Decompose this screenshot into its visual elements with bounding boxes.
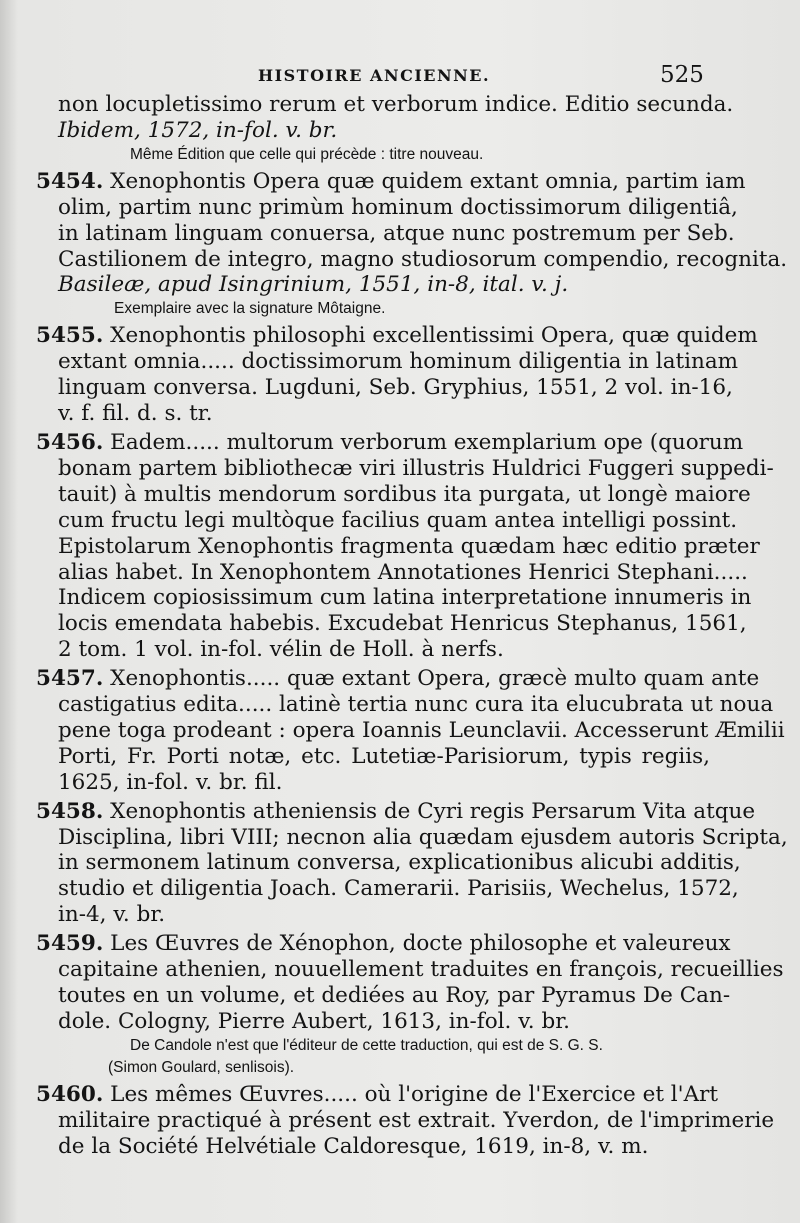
text-line: Indicem copiosissimum cum latina interpretatione innumeris in [58,585,752,611]
entry-note: (Simon Goulard, senlisois). [108,1058,295,1076]
text-line: cum fructu legi multòque facilius quam antea intelligi possint. [58,507,738,533]
catalog-entry-5455 [36,323,758,427]
text-line: dole. Cologny, Pierre Aubert, 1613, in-fol. v. br. [58,1008,570,1034]
text-line: toutes en un volume, et dediées au Roy, par Pyramus De Can- [58,983,731,1008]
text-line: 2 tom. 1 vol. in-fol. vélin de Holl. à nerfs. [58,637,504,663]
text-line: linguam conversa. Lugduni, Seb. Gryphius, 1551, 2 vol. in-16, [58,375,733,401]
page-number: 525 [660,62,704,88]
text-line: in sermonem latinum conversa, explicationibus alicubi additis, [58,850,741,876]
entry-number: 5459. [36,931,104,957]
text-line: Ibidem, 1572, in-fol. v. br. [58,117,338,143]
text-line: studio et diligentia Joach. Camerarii. Parisiis, Wechelus, 1572, [58,876,739,902]
text-line: extant omnia..... doctissimorum hominum diligentia in latinam [58,349,739,375]
entry-first-line: 5454. Xenophontis Opera quæ quidem extant omnia, partim iam [36,168,746,194]
text-line: non locupletissimo rerum et verborum indice. Editio secunda. [58,92,734,117]
text-line: Disciplina, libri VIII; necnon alia quædam ejusdem autoris Scripta, [58,824,788,850]
catalog-entry-5460 [36,1081,775,1160]
entry-number: 5458. [36,798,104,824]
text-line: castigatius edita..... latinè tertia nunc cura ita elucubrata ut noua [58,692,774,718]
text-line: capitaine athenien, nouuellement traduites en françois, recueillies [58,957,784,983]
entry-first-line: 5457. Xenophontis..... quæ extant Opera, græcè multo quam ante [36,666,760,692]
entry-number: 5454. [36,168,104,194]
text-line: locis emendata habebis. Excudebat Henricus Stephanus, 1561, [58,611,747,637]
entry-first-line: 5455. Xenophontis philosophi excellentissimi Opera, quæ quidem [36,323,758,349]
text-line: de la Société Helvétiale Caldoresque, 1619, in-8, v. m. [58,1133,649,1159]
entry-number: 5457. [36,666,104,692]
text-line: Basileæ, apud Isingrinium, 1551, in-8, ital. v. j. [58,272,569,298]
entry-note: De Candole n'est que l'éditeur de cette traduction, qui est de S. G. S. [130,1036,603,1054]
catalog-entry-5457 [36,666,785,796]
running-head [0,60,800,90]
text-line: alias habet. In Xenophontem Annotationes Henrici Stephani..... [58,559,748,585]
continuation-entry [58,92,734,166]
entry-first-line: 5456. Eadem..... multorum verborum exemplarium ope (quorum [36,429,744,455]
text-line: 1625, in-fol. v. br. fil. [58,769,283,795]
running-head-title: HISTOIRE ANCIENNE. [258,66,491,85]
text-line: v. f. fil. d. s. tr. [58,401,213,427]
catalog-entry-5456 [36,429,774,663]
text-line: pene toga prodeant : opera Ioannis Leunclavii. Accesserunt Æmilii [58,717,785,743]
text-line: militaire practiqué à présent est extrait. Yverdon, de l'imprimerie [58,1107,775,1133]
entry-note: Même Édition que celle qui précède : titre nouveau. [130,145,484,163]
page-content [36,92,788,1163]
text-line: Porti, Fr. Porti notæ, etc. Lutetiæ-Parisiorum, typis regiis, [58,743,710,769]
catalog-entry-5454 [36,168,788,321]
entry-first-line: 5460. Les mêmes Œuvres..... où l'origine de l'Exercice et l'Art [36,1081,719,1107]
text-line: bonam partem bibliothecæ viri illustris Huldrici Fuggeri suppedi- [58,455,774,481]
entry-number: 5460. [36,1081,104,1107]
entry-first-line: 5458. Xenophontis atheniensis de Cyri regis Persarum Vita atque [36,798,756,824]
text-line: Epistolarum Xenophontis fragmenta quædam hæc editio præter [58,533,760,559]
catalog-entry-5459 [36,931,784,1079]
text-line: olim, partim nunc primùm hominum doctissimorum diligentiâ, [58,194,738,220]
entry-number: 5455. [36,323,104,349]
text-line: tauit) à multis mendorum sordibus ita purgata, ut longè maiore [58,481,751,507]
text-line: in-4, v. br. [58,902,166,928]
entry-note: Exemplaire avec la signature Môtaigne. [114,300,386,318]
entry-first-line: 5459. Les Œuvres de Xénophon, docte philosophe et valeureux [36,931,731,957]
entry-number: 5456. [36,429,104,455]
text-line: Castilionem de integro, magno studiosorum compendio, recognita. [58,246,788,272]
catalog-entry-5458 [36,798,788,929]
text-line: in latinam linguam conuersa, atque nunc postremum per Seb. [58,220,735,246]
